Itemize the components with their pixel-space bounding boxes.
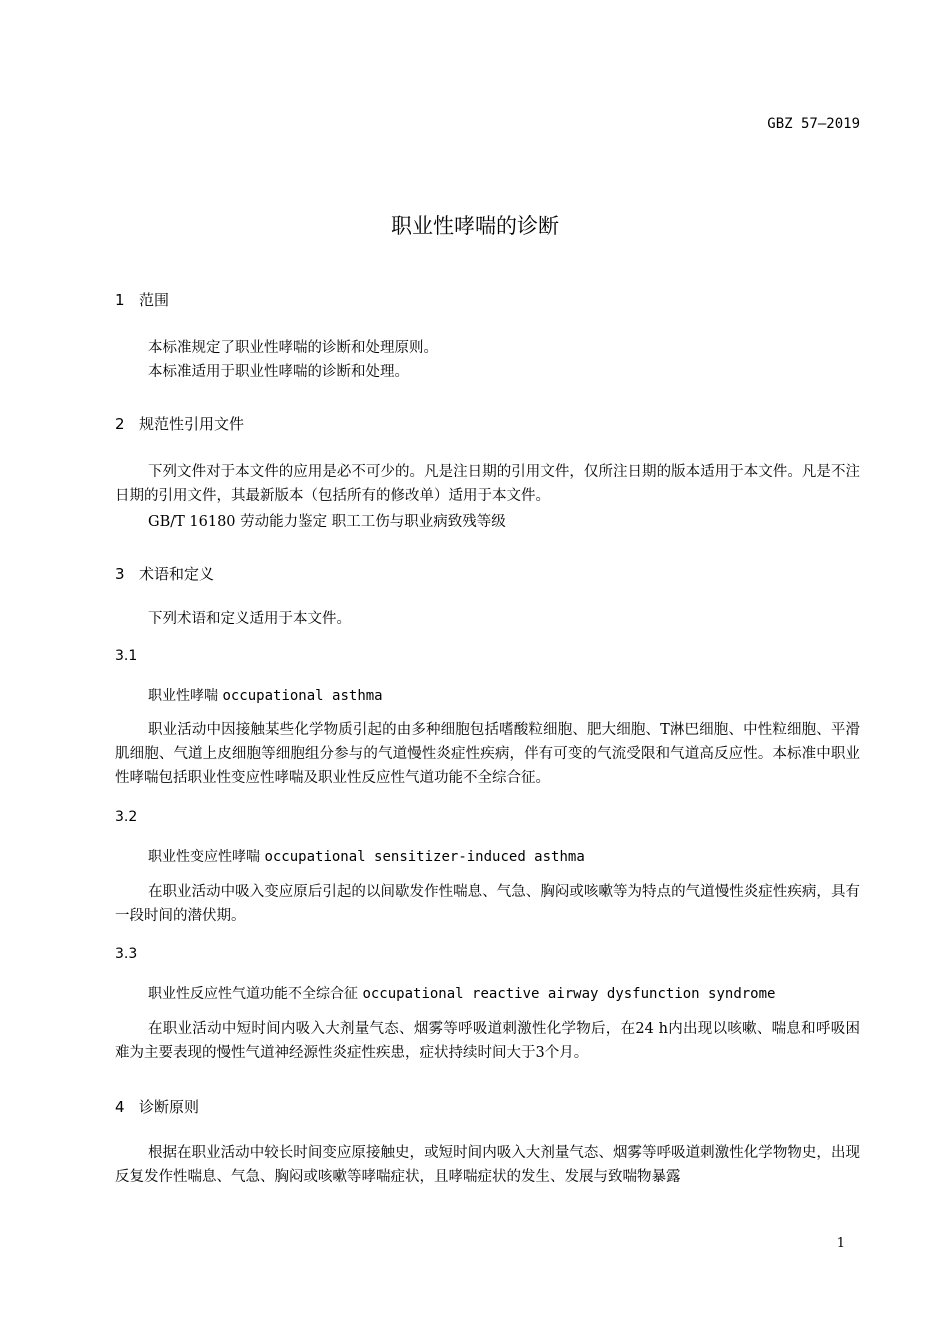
section-number: 4 [115,1098,125,1116]
terms-intro: 下列术语和定义适用于本文件。 [148,611,351,627]
scope-line-2: 本标准适用于职业性哮喘的诊断和处理。 [148,364,409,380]
normative-references-paragraph: 下列文件对于本文件的应用是必不可少的。凡是注日期的引用文件，仅所注日期的版本适用于本文件。凡是不注日期的引用文件，其最新版本（包括所有的修改单）适用于本文件。 [115,464,860,504]
term-zh: 职业性变应性哮喘 [148,849,260,865]
section-title: 范围 [139,291,170,309]
section-2-heading [115,413,244,434]
term-zh: 职业性反应性气道功能不全综合征 [148,986,358,1002]
term-en: occupational reactive airway dysfunction syndrome [362,986,776,1002]
section-4-heading [115,1096,199,1117]
standard-code: GBZ 57—2019 [767,116,860,132]
section-title: 术语和定义 [139,565,215,583]
term-3-3-definition: 在职业活动中短时间内吸入大剂量气态、烟雾等呼吸道刺激性化学物后，在24 h内出现以咳嗽、喘息和呼吸困难为主要表现的慢性气道神经源性炎症性疾患，症状持续时间大于3个月。 [115,1021,860,1061]
document-title: 职业性哮喘的诊断 [391,214,559,238]
term-3-1-number: 3.1 [115,648,138,664]
diagnosis-principle-paragraph: 根据在职业活动中较长时间变应原接触史，或短时间内吸入大剂量气态、烟雾等呼吸道刺激性化学物物史，出现反复发作性喘息、气急、胸闷或咳嗽等哮喘症状，且哮喘症状的发生、发展与致喘物暴露 [115,1145,860,1185]
term-3-1-definition: 职业活动中因接触某些化学物质引起的由多种细胞包括嗜酸粒细胞、肥大细胞、T淋巴细胞、中性粒细胞、平滑肌细胞、气道上皮细胞等细胞组分参与的气道慢性炎症性疾病，伴有可变的气流受限和气道高反应性。本标准中职业性哮喘包括职业性变应性哮喘及职业性反应性气道功能不全综合征。 [115,722,860,786]
term-zh: 职业性哮喘 [148,688,218,704]
section-title: 规范性引用文件 [139,415,245,433]
page-number: 1 [836,1236,845,1251]
section-number: 3 [115,565,125,583]
term-en: occupational asthma [222,688,383,704]
section-number: 1 [115,291,125,309]
term-3-2-number: 3.2 [115,809,138,825]
section-number: 2 [115,415,125,433]
reference-item: GB/T 16180 劳动能力鉴定 职工工伤与职业病致残等级 [148,514,506,530]
section-3-heading [115,563,214,584]
term-3-2-title [148,846,585,866]
term-3-3-number: 3.3 [115,946,138,962]
term-3-3-title [148,983,775,1003]
term-3-1-title [148,685,383,705]
section-1-heading [115,289,169,310]
term-3-2-definition: 在职业活动中吸入变应原后引起的以间歇发作性喘息、气急、胸闷或咳嗽等为特点的气道慢性炎症性疾病，具有一段时间的潜伏期。 [115,884,860,924]
term-en: occupational sensitizer-induced asthma [264,849,585,865]
section-title: 诊断原则 [139,1098,200,1116]
scope-line-1: 本标准规定了职业性哮喘的诊断和处理原则。 [148,340,438,356]
